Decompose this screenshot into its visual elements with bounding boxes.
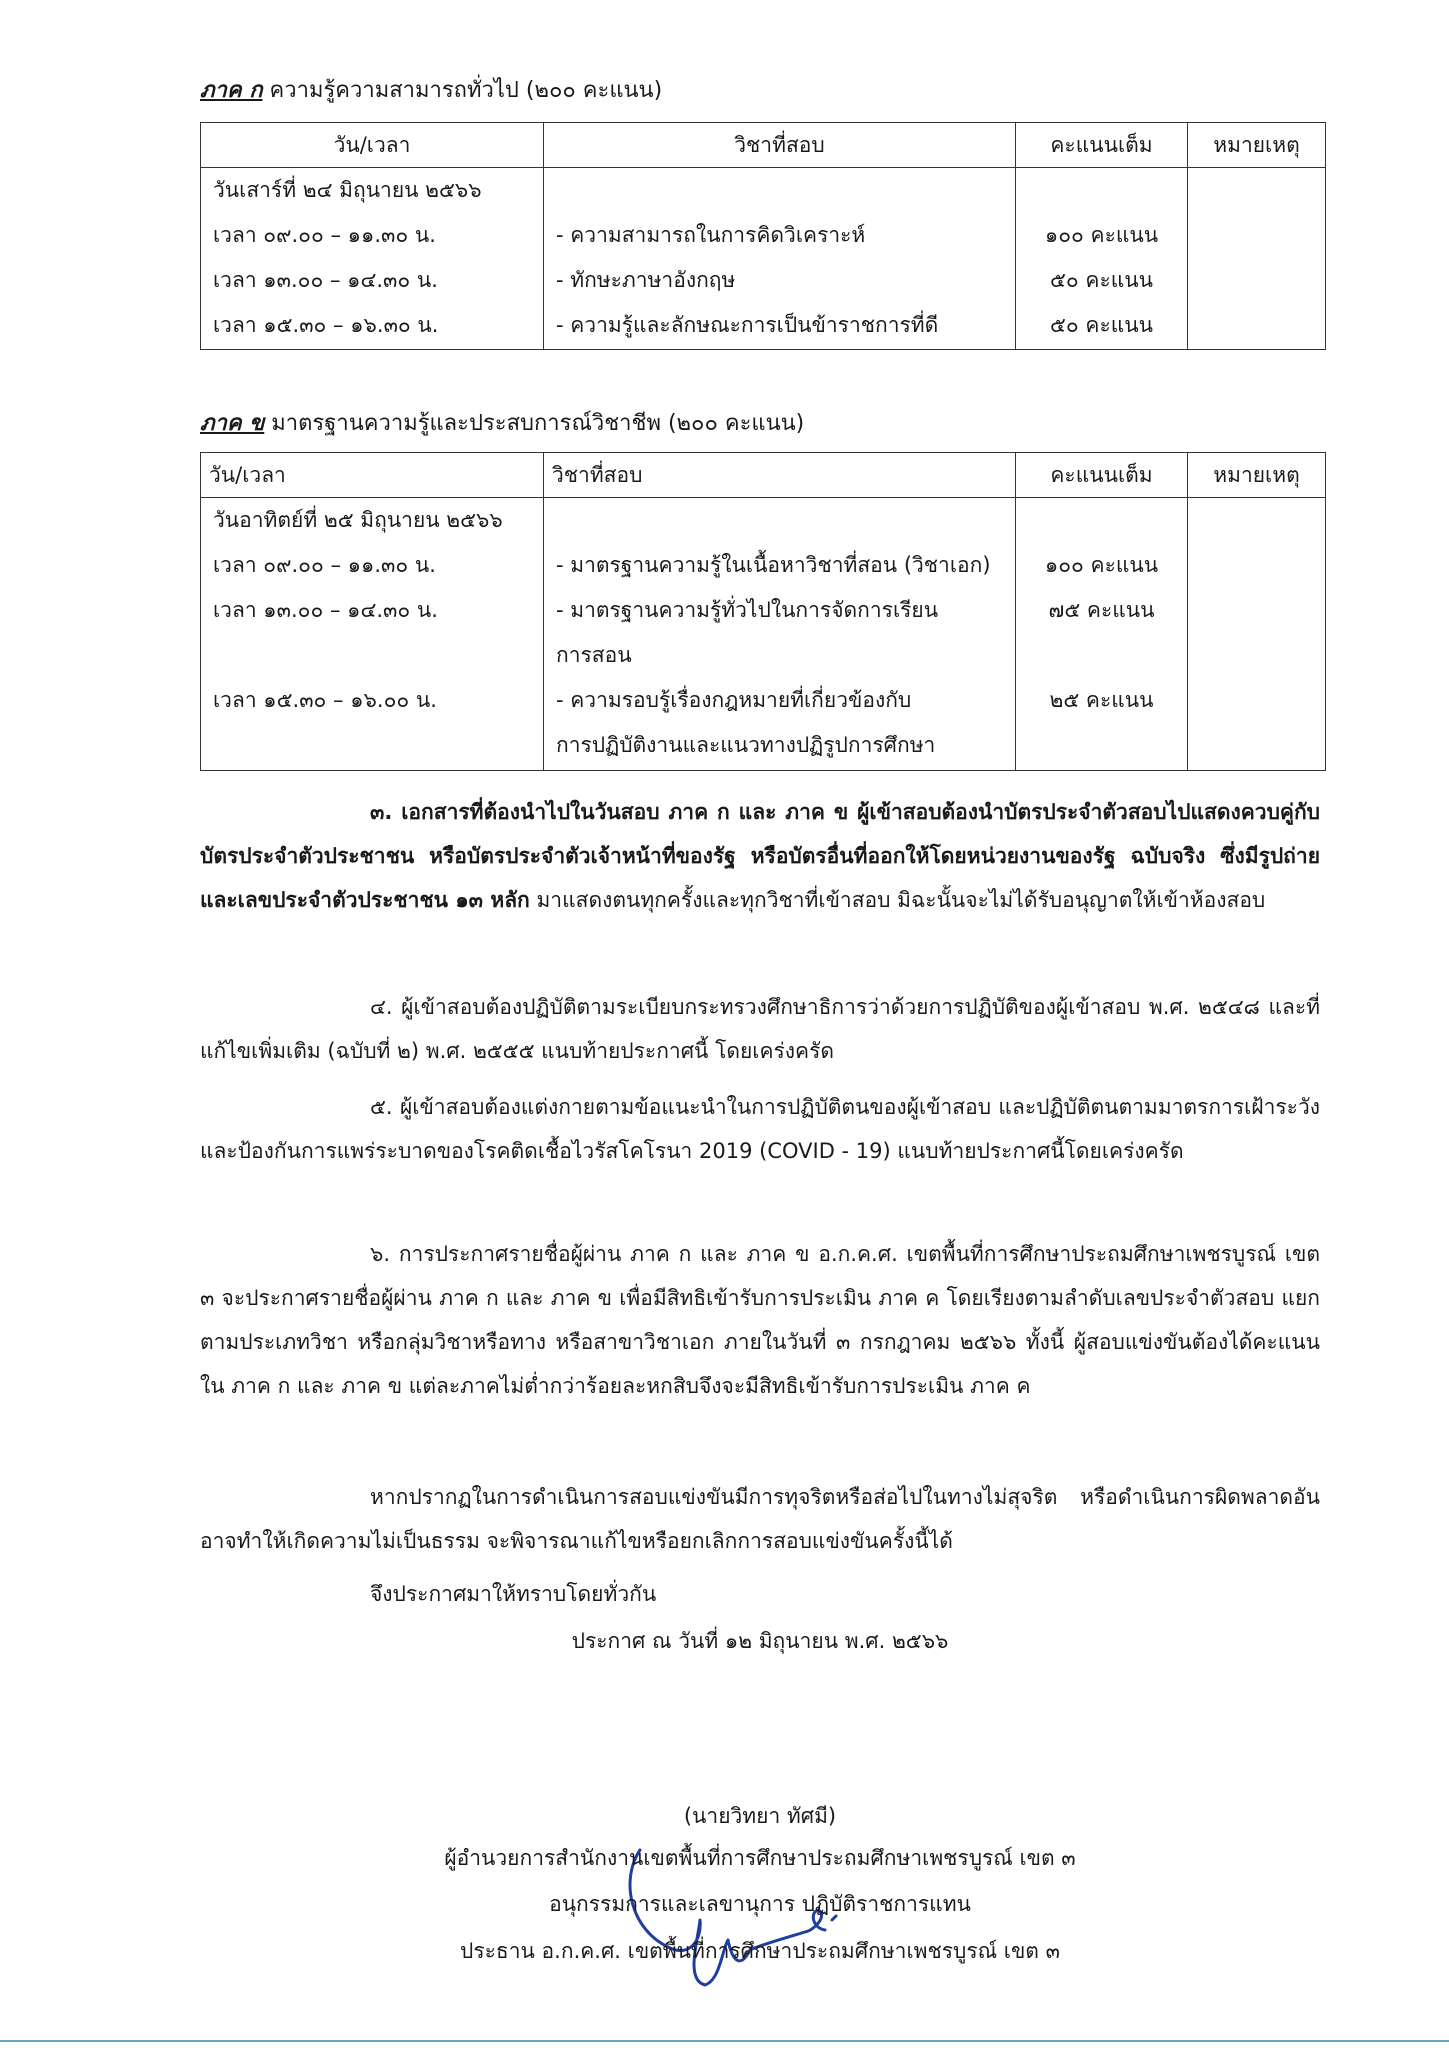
- paragraph-4-text: ๔. ผู้เข้าสอบต้องปฏิบัติตามระเบียบกระทรวงศึกษาธิการว่าด้วยการปฏิบัติของผู้เข้าสอบ พ.ศ. ๒๕๔๘ และที่แก้ไขเพิ่มเติม (ฉบับที่ ๒) พ.ศ. ๒๕๕๕ แนบท้ายประกาศนี้ โดยเคร่งครัด: [200, 995, 1320, 1063]
- exam-subject: - ความรอบรู้เรื่องกฎหมายที่เกี่ยวข้องกับ: [556, 688, 912, 712]
- table-header-row: [201, 453, 1326, 498]
- exam-subject-continued: การสอน: [556, 643, 632, 667]
- paragraph-3-normal: มาแสดงตนทุกครั้งและทุกวิชาที่เข้าสอบ มิฉะนั้นจะไม่ได้รับอนุญาตให้เข้าห้องสอบ: [529, 888, 1266, 912]
- exam-subject: - มาตรฐานความรู้ทั่วไปในการจัดการเรียน: [556, 598, 939, 622]
- header-full-score: คะแนนเต็ม: [1016, 123, 1188, 168]
- exam-time: เวลา ๑๓.๐๐ – ๑๔.๓๐ น.: [213, 268, 438, 292]
- exam-subject: - ทักษะภาษาอังกฤษ: [556, 268, 736, 292]
- header-subject: วิชาที่สอบ: [544, 123, 1016, 168]
- exam-day: วันเสาร์ที่ ๒๔ มิถุนายน ๒๕๖๖: [213, 178, 482, 202]
- exam-time: เวลา ๐๙.๐๐ – ๑๑.๓๐ น.: [213, 223, 436, 247]
- header-full-score: คะแนนเต็ม: [1016, 453, 1188, 498]
- exam-time: เวลา ๑๓.๐๐ – ๑๔.๓๐ น.: [213, 598, 438, 622]
- subject-cell: [544, 498, 1016, 771]
- paragraph-6: [200, 1232, 1320, 1408]
- exam-time: เวลา ๐๙.๐๐ – ๑๑.๓๐ น.: [213, 553, 436, 577]
- exam-time: เวลา ๑๕.๓๐ – ๑๖.๐๐ น.: [213, 688, 437, 712]
- exam-subject: - มาตรฐานความรู้ในเนื้อหาวิชาที่สอน (วิชาเอก): [556, 553, 991, 577]
- exam-time: เวลา ๑๕.๓๐ – ๑๖.๓๐ น.: [213, 313, 439, 337]
- exam-score: ๒๕ คะแนน: [1049, 688, 1154, 712]
- signer-title-1: ผู้อำนวยการสำนักงานเขตพื้นที่การศึกษาประถมศึกษาเพชรบูรณ์ เขต ๓: [444, 1846, 1076, 1870]
- section-a-title: ความรู้ความสามารถทั่วไป (๒๐๐ คะแนน): [262, 78, 663, 103]
- header-datetime: วัน/เวลา: [201, 123, 544, 168]
- signer-title-2: อนุกรรมการและเลขานุการ ปฏิบัติราชการแทน: [549, 1892, 971, 1916]
- header-remark: หมายเหตุ: [1188, 123, 1326, 168]
- subject-cell: [544, 168, 1016, 350]
- score-cell: [1016, 168, 1188, 350]
- signer-name: (นายวิทยา ทัศมี): [683, 1804, 837, 1828]
- table-header-row: [201, 123, 1326, 168]
- section-a-table: [200, 122, 1326, 350]
- header-datetime: วัน/เวลา: [201, 453, 544, 498]
- signer-title-3: ประธาน อ.ก.ค.ศ. เขตพื้นที่การศึกษาประถมศึกษาเพชรบูรณ์ เขต ๓: [460, 1939, 1060, 1963]
- paragraph-5-text: ๕. ผู้เข้าสอบต้องแต่งกายตามข้อแนะนำในการปฏิบัติตนของผู้เข้าสอบ และปฏิบัติตนตามมาตรการเฝ้าระวังและป้องกันการแพร่ระบาดของโรคติดเชื้อไวรัสโคโรนา 2019 (COVID - 19) แนบท้ายประกาศนี้โดยเคร่งครัด: [200, 1095, 1320, 1163]
- remark-cell: [1188, 498, 1326, 771]
- header-subject: วิชาที่สอบ: [544, 453, 1016, 498]
- section-b-heading: [200, 405, 804, 440]
- exam-score: ๑๐๐ คะแนน: [1044, 223, 1159, 247]
- exam-subject: - ความรู้และลักษณะการเป็นข้าราชการที่ดี: [556, 313, 939, 337]
- paragraph-4: [200, 985, 1320, 1073]
- section-a-heading: [200, 72, 662, 107]
- exam-score: ๗๕ คะแนน: [1048, 598, 1155, 622]
- remark-cell: [1188, 168, 1326, 350]
- paragraph-5: [200, 1085, 1320, 1173]
- section-a-label: ภาค ก: [200, 78, 263, 103]
- exam-subject: - ความสามารถในการคิดวิเคราะห์: [556, 223, 866, 247]
- score-cell: [1016, 498, 1188, 771]
- table-body-row: [201, 168, 1326, 350]
- bottom-rule: [0, 2040, 1449, 2042]
- exam-score: ๑๐๐ คะแนน: [1044, 553, 1159, 577]
- paragraph-7: [200, 1475, 1320, 1563]
- header-remark: หมายเหตุ: [1188, 453, 1326, 498]
- exam-subject-continued: การปฏิบัติงานและแนวทางปฏิรูปการศึกษา: [556, 733, 936, 757]
- datetime-cell: [201, 498, 544, 771]
- paragraph-6-text: ๖. การประกาศรายชื่อผู้ผ่าน ภาค ก และ ภาค ข อ.ก.ค.ศ. เขตพื้นที่การศึกษาประถมศึกษาเพชรบูรณ์ เขต ๓ จะประกาศรายชื่อผู้ผ่าน ภาค ก และ ภาค ข เพื่อมีสิทธิเข้ารับการประเมิน ภาค ค โดยเรียงตามลำดับเลขประจำตัวสอบ แยกตามประเภทวิชา หรือกลุ่มวิชาหรือทาง หรือสาขาวิชาเอก ภายในวันที่ ๓ กรกฎาคม ๒๕๖๖ ทั้งนี้ ผู้สอบแข่งขันต้องได้คะแนนใน ภาค ก และ ภาค ข แต่ละภาคไม่ต่ำกว่าร้อยละหกสิบจึงจะมีสิทธิเข้ารับการประเมิน ภาค ค: [200, 1242, 1320, 1398]
- datetime-cell: [201, 168, 544, 350]
- section-b-table: [200, 452, 1326, 771]
- announce-date: ประกาศ ณ วันที่ ๑๒ มิถุนายน พ.ศ. ๒๕๖๖: [571, 1629, 949, 1653]
- exam-score: ๕๐ คะแนน: [1050, 268, 1153, 292]
- paragraph-3: [200, 790, 1320, 922]
- exam-score: ๕๐ คะแนน: [1050, 313, 1153, 337]
- paragraph-7-text: หากปรากฏในการดำเนินการสอบแข่งขันมีการทุจริตหรือส่อไปในทางไม่สุจริต หรือดำเนินการผิดพลาดอันอาจทำให้เกิดความไม่เป็นธรรม จะพิจารณาแก้ไขหรือยกเลิกการสอบแข่งขันครั้งนี้ได้: [200, 1485, 1320, 1553]
- paragraph-8-text: จึงประกาศมาให้ทราบโดยทั่วกัน: [370, 1582, 657, 1606]
- paragraph-8: [200, 1572, 1320, 1616]
- table-body-row: [201, 498, 1326, 771]
- section-b-title: มาตรฐานความรู้และประสบการณ์วิชาชีพ (๒๐๐ คะแนน): [264, 411, 805, 436]
- exam-day: วันอาทิตย์ที่ ๒๕ มิถุนายน ๒๕๖๖: [213, 508, 503, 532]
- paragraph-3-bold: ๓. เอกสารที่ต้องนำไปในวันสอบ ภาค ก และ ภาค ข ผู้เข้าสอบต้องนำบัตรประจำตัวสอบไปแสดงควบคู่กับบัตรประจำตัวประชาชน หรือบัตรประจำตัวเจ้าหน้าที่ของรัฐ หรือบัตรอื่นที่ออกให้โดยหน่วยงานของรัฐ ฉบับจริง ซึ่งมีรูปถ่าย และเลขประจำตัวประชาชน ๑๓ หลัก: [200, 800, 1320, 912]
- section-b-label: ภาค ข: [200, 411, 265, 436]
